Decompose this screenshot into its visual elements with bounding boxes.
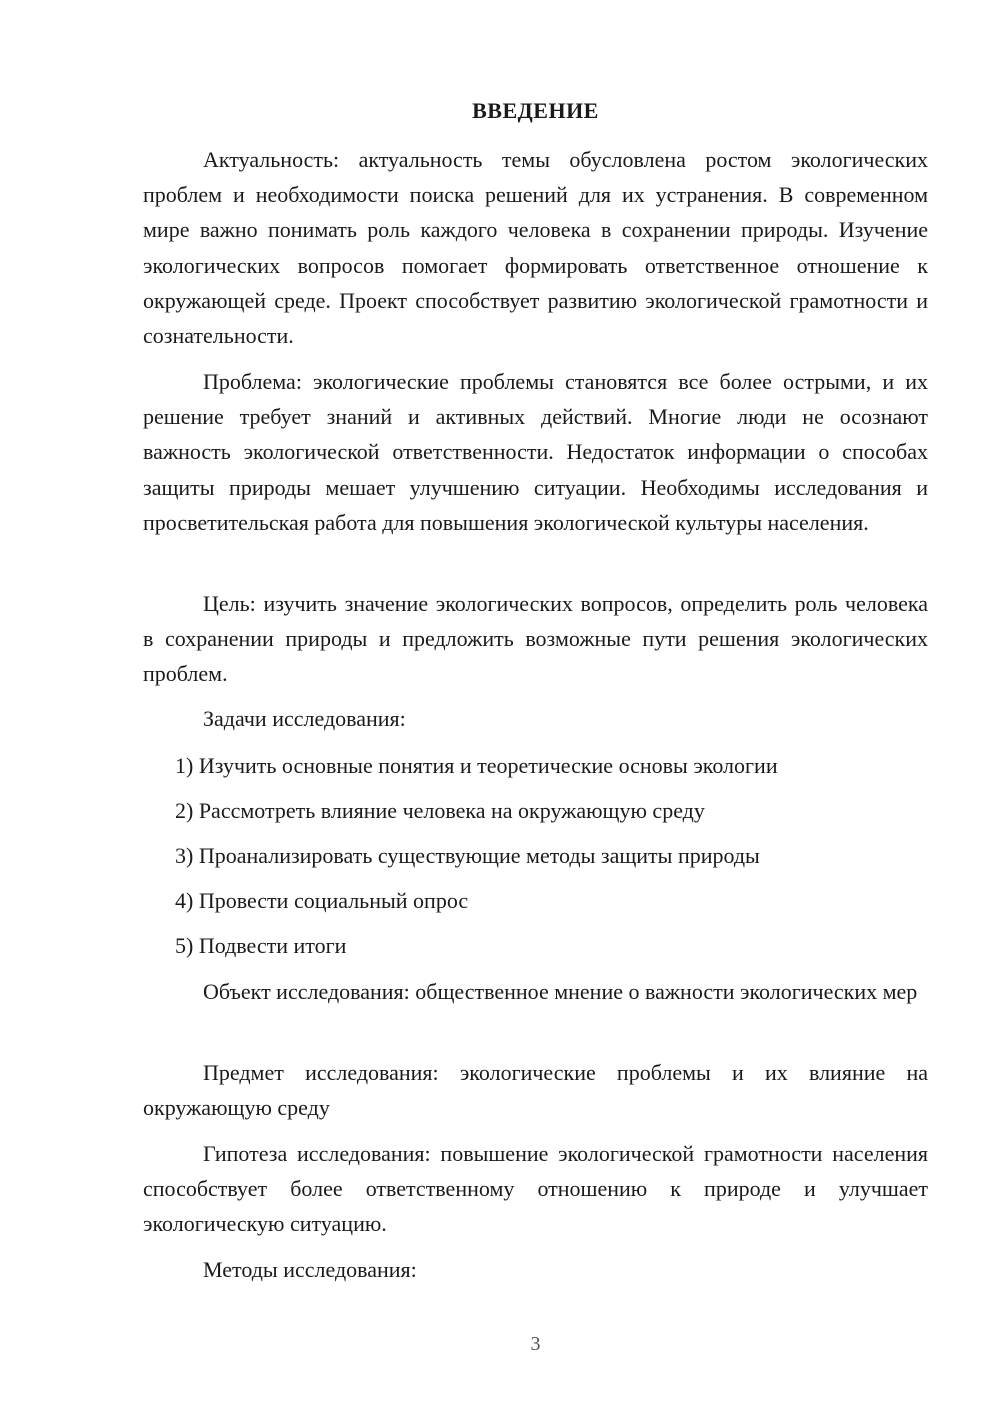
tasks-heading: Задачи исследования: [203,706,406,731]
page-number: 3 [530,1333,541,1355]
goal-paragraph: Цель: изучить значение экологических вопросов, определить роль человека в сохранении природы и предложить возможные пути решения экологических проблем. [143,591,928,687]
hypothesis-paragraph: Гипотеза исследования: повышение экологической грамотности населения способствует более ответственному отношению к природе и улучшает экологическую ситуацию. [143,1141,928,1237]
document-title: ВВЕДЕНИЕ [472,98,599,123]
methods-heading: Методы исследования: [203,1257,417,1282]
task-item-3: 3) Проанализировать существующие методы защиты природы [175,843,760,868]
subject-paragraph: Предмет исследования: экологические проблемы и их влияние на окружающую среду [143,1060,928,1121]
relevance-paragraph: Актуальность: актуальность темы обусловлена ростом экологических проблем и необходимости поиска решений для их устранения. В современном мире важно понимать роль каждого человека в сохранении природы. Изучение экологических вопросов помогает формировать ответственное отношение к окружающей среде. Проект способствует развитию экологической грамотности и сознательности. [143,147,928,349]
task-item-5: 5) Подвести итоги [175,933,347,958]
problem-paragraph: Проблема: экологические проблемы становятся все более острыми, и их решение требует знаний и активных действий. Многие люди не осознают важность экологической ответственности. Недостаток информации о способах защиты природы мешает улучшению ситуации. Необходимы исследования и просветительская работа для повышения экологической культуры населения. [143,369,928,535]
task-item-1: 1) Изучить основные понятия и теоретические основы экологии [175,753,778,778]
document-page [143,0,928,1414]
task-item-4: 4) Провести социальный опрос [175,888,469,913]
task-item-2: 2) Рассмотреть влияние человека на окружающую среду [175,798,705,823]
object-paragraph: Объект исследования: общественное мнение о важности экологических мер [203,979,918,1004]
